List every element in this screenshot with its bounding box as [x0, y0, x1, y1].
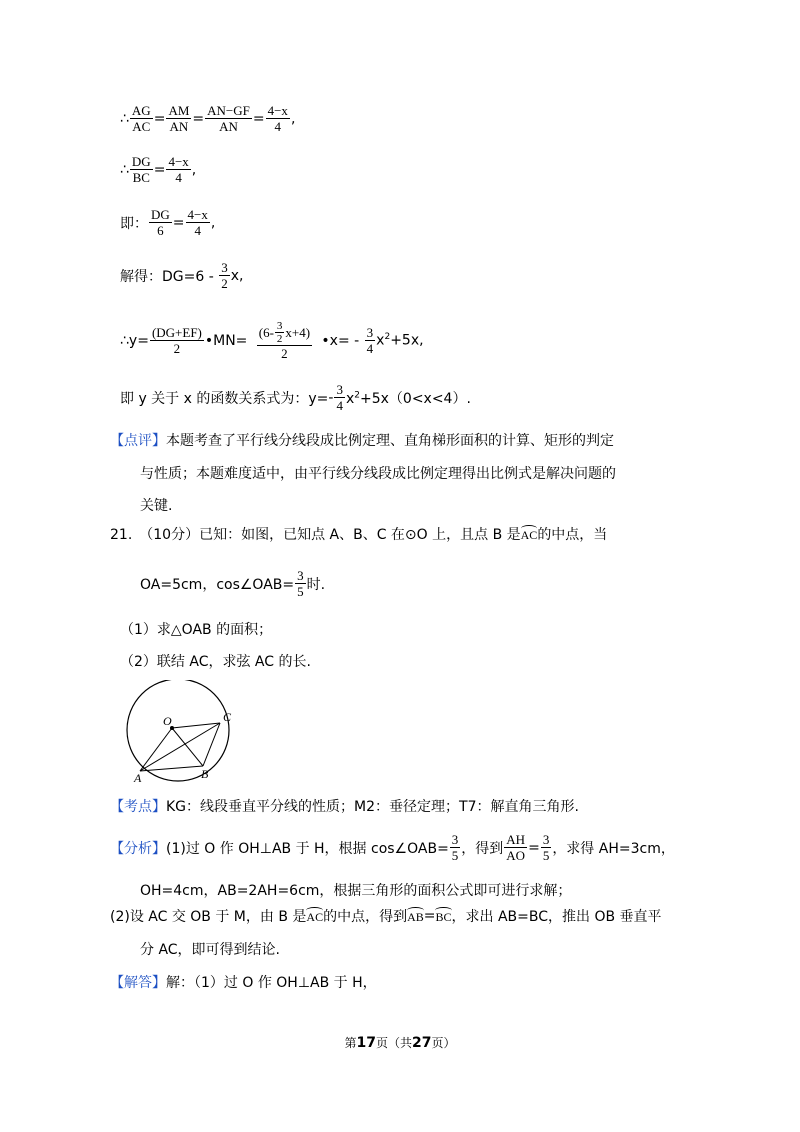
fraction: $\frac{3}{4}$ — [336, 382, 343, 413]
page-footer: 第17页（共27页） — [344, 1035, 456, 1051]
analysis-line-1: 【分析】 (1)过 O 作 OH⊥AB 于 H，根据 cos∠OAB= $\frac{3}{5}$ ，得到 $\frac{AH}{AO}$ = $\frac{3}{5}$ ，求得 AH=3cm， — [110, 832, 675, 863]
fraction: $\frac{4-x}{4}$ — [168, 154, 189, 185]
circle-o — [127, 680, 229, 781]
fraction: $\frac{3}{5}$ — [297, 568, 304, 599]
fraction: $\frac{AH}{AO}$ — [506, 832, 526, 863]
geometry-figure — [110, 680, 250, 785]
fraction: $\frac{4-x}{4}$ — [267, 103, 288, 134]
kaodian-line: 【考点】 KG：线段垂直平分线的性质；M2：垂径定理；T7：解直角三角形. — [110, 796, 579, 816]
equation-line: ∴ $\frac{DG}{BC}$ = $\frac{4-x}{4}$ , — [120, 154, 197, 185]
fraction: $\frac{3}{5}$ — [542, 832, 550, 863]
segment-ob — [172, 728, 203, 766]
segment-bc — [203, 723, 220, 766]
fraction: $\frac{DG}{6}$ — [151, 207, 170, 238]
arc-notation: AC — [306, 907, 323, 925]
analysis-line-4: 分 AC，即可得到结论. — [140, 942, 281, 958]
kaodian-tag: 【考点】 — [110, 799, 166, 815]
equation-line: 即： $\frac{DG}{6}$ = $\frac{4-x}{4}$ , — [120, 207, 216, 238]
label-c: C — [223, 710, 232, 724]
analysis-tag: 【分析】 — [110, 840, 166, 857]
fraction: $\frac{DG}{BC}$ — [131, 154, 151, 185]
label-b: B — [201, 767, 209, 781]
analysis-line-2: OH=4cm，AB=2AH=6cm，根据三角形的面积公式即可进行求解； — [140, 883, 572, 899]
comment-line-3: 关键. — [140, 498, 173, 514]
solution-line: 【解答】 解：（1）过 O 作 OH⊥AB 于 H， — [110, 972, 377, 992]
equation-line: ∴ y= $\frac{(DG+EF)}{2}$ •MN= (6- $\frac{3}{2}$ x+4) 2 •x= - $\frac{3}{4}$ $x^2+5x$, — [120, 320, 424, 361]
segment-oa — [140, 728, 172, 771]
fraction: $\frac{4-x}{4}$ — [187, 207, 208, 238]
equation-line: ∴ $\frac{AG}{AC}$ = $\frac{AM}{AN}$ = $\frac{AN-GF}{AN}$ = $\frac{4-x}{4}$ , — [120, 103, 296, 134]
fraction: $\frac{3}{2}$ — [221, 260, 228, 291]
arc-notation: AB — [407, 907, 424, 925]
equation-line: 解得：DG=6 - $\frac{3}{2}$ x, — [120, 260, 244, 291]
arc-notation: BC — [435, 907, 451, 925]
fraction: $\frac{AM}{AN}$ — [168, 103, 190, 134]
fraction: (6- $\frac{3}{2}$ x+4) 2 — [258, 320, 311, 361]
segment-ac — [140, 723, 220, 771]
fraction: $\frac{3}{4}$ — [366, 325, 374, 356]
analysis-line-3: (2)设 AC 交 OB 于 M，由 B 是 AC 的中点，得到 AB = BC ，求出 AB=BC，推出 OB 垂直平 — [110, 908, 662, 925]
arc-notation: AC — [521, 525, 538, 543]
fraction: $\frac{3}{5}$ — [451, 832, 459, 863]
fraction: $\frac{AN-GF}{AN}$ — [207, 103, 250, 134]
comment-tag: 【点评】 — [110, 433, 166, 449]
question-part-2: （2）联结 AC，求弦 AC 的长. — [120, 654, 311, 670]
label-o: O — [163, 714, 172, 728]
therefore-symbol: ∴ — [120, 110, 129, 127]
question-21-line-2: OA=5cm，cos∠OAB= $\frac{3}{5}$ 时. — [140, 568, 326, 599]
page-total: 27 — [412, 1035, 432, 1051]
therefore-symbol: ∴ — [120, 161, 129, 178]
comment-line-1: 【点评】 本题考查了平行线分线段成比例定理、直角梯形面积的计算、矩形的判定 — [110, 430, 614, 450]
question-21-line-1: 21. （10分）已知：如图，已知点 A、B、C 在⊙O 上，且点 B 是 AC 的中点，当 — [110, 527, 608, 543]
page-number: 17 — [356, 1035, 376, 1051]
question-part-1: （1）求△OAB 的面积； — [120, 622, 273, 638]
segment-ab — [140, 766, 203, 771]
comment-line-2: 与性质；本题难度适中，由平行线分线段成比例定理得出比例式是解决问题的 — [140, 466, 616, 482]
fraction: $\frac{AG}{AC}$ — [131, 103, 151, 134]
fraction: $\frac{(DG+EF)}{2}$ — [151, 325, 202, 356]
solution-tag: 【解答】 — [110, 975, 166, 991]
equation-line: 即 y 关于 x 的函数关系式为：y= - $\frac{3}{4}$ $x^2+5x(0<x<4)$. — [120, 382, 471, 413]
label-a: A — [134, 771, 142, 785]
